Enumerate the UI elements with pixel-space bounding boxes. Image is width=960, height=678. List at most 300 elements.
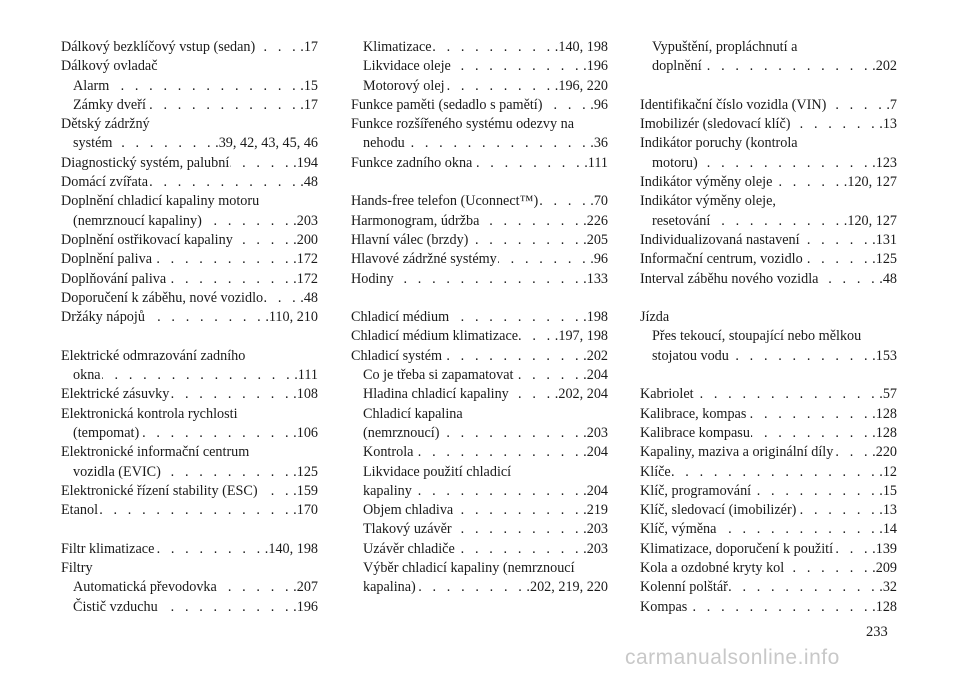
dot-leader <box>446 77 554 96</box>
dot-leader <box>498 250 590 269</box>
dot-leader <box>752 482 878 501</box>
dot-leader <box>170 385 292 404</box>
index-term: Indikátor poruchy (kontrola <box>640 135 798 152</box>
index-term: stojatou vodu <box>652 347 729 364</box>
index-entry <box>351 38 608 57</box>
index-entry <box>61 154 318 173</box>
index-term: Klíče <box>640 463 671 480</box>
index-page-ref: .7 <box>886 96 897 113</box>
index-page-ref: .219 <box>583 502 608 519</box>
index-page-ref: .128 <box>872 405 897 422</box>
section-gap <box>640 289 897 308</box>
index-term: Zámky dveří <box>73 96 146 113</box>
index-term: Funkce rozšířeného systému odezvy na <box>351 116 574 133</box>
index-page-ref: .196, 220 <box>554 77 608 94</box>
index-term: Automatická převodovka <box>73 579 217 596</box>
index-term: Doporučení k záběhu, nové vozidlo <box>61 289 264 306</box>
index-page-ref: .48 <box>300 174 318 191</box>
index-page-ref: .125 <box>293 463 318 480</box>
index-entry <box>351 559 608 578</box>
index-page-ref: .197, 198 <box>554 328 608 345</box>
index-page-ref: .17 <box>300 96 318 113</box>
index-term: Interval záběhu nového vozidla <box>640 270 819 287</box>
dot-leader <box>792 115 879 134</box>
index-page-ref: .203 <box>583 424 608 441</box>
index-page-ref: .226 <box>583 212 608 229</box>
index-entry <box>640 385 897 404</box>
index-entry <box>61 57 318 76</box>
dot-leader <box>773 173 842 192</box>
index-term: Klimatizace <box>363 39 432 55</box>
index-page-ref: .204 <box>583 444 608 461</box>
dot-leader <box>167 270 292 289</box>
index-column-2 <box>351 38 608 598</box>
index-entry <box>61 482 318 501</box>
index-term: Harmonogram, údržba <box>351 212 480 229</box>
index-entry <box>351 154 608 173</box>
section-gap <box>640 366 897 385</box>
index-page-ref: .205 <box>583 231 608 248</box>
dot-leader <box>801 231 872 250</box>
index-page-ref: .48 <box>879 270 897 287</box>
index-term: Hands-free telefon (Uconnect™) <box>351 193 539 210</box>
index-entry <box>640 520 897 539</box>
dot-leader <box>453 520 583 539</box>
index-term: Hlavní válec (brzdy) <box>351 231 469 248</box>
index-term: systém <box>73 135 113 152</box>
index-entry <box>351 327 608 346</box>
index-term: Chladicí médium <box>351 309 450 326</box>
page-number: 233 <box>866 624 888 640</box>
index-entry <box>640 134 897 153</box>
dot-leader <box>450 308 582 327</box>
watermark: carmanualsonline.info <box>625 646 840 669</box>
dot-leader <box>827 96 885 115</box>
index-page-ref: .111 <box>584 154 608 171</box>
index-page-ref: .120, 127 <box>843 212 897 229</box>
index-term: Elektronické řízení stability (ESC) <box>61 482 258 499</box>
dot-leader <box>230 154 292 173</box>
index-entry <box>640 192 897 211</box>
dot-leader <box>264 289 299 308</box>
index-page-ref: .39, 42, 43, 45, 46 <box>215 135 318 152</box>
index-term: Filtr klimatizace <box>61 540 155 557</box>
index-term: Elektrické odmrazování zadního <box>61 347 246 364</box>
index-term: Filtry <box>61 560 93 577</box>
index-term: Kontrola <box>363 444 414 461</box>
index-entry <box>640 308 897 327</box>
section-gap <box>351 289 608 308</box>
index-entry <box>61 501 318 520</box>
index-term: Doplnění paliva <box>61 251 153 268</box>
index-page-ref: .202 <box>583 347 608 364</box>
index-entry <box>61 212 318 231</box>
index-page-ref: .17 <box>300 39 318 55</box>
index-entry <box>61 231 318 250</box>
dot-leader <box>259 482 293 501</box>
index-entry <box>61 134 318 153</box>
index-page-ref: .139 <box>872 540 897 557</box>
index-term: Dálkový bezklíčový vstup (sedan) <box>61 39 256 55</box>
dot-leader <box>413 482 582 501</box>
index-entry <box>61 270 318 289</box>
index-page-ref: .203 <box>583 521 608 538</box>
dot-leader <box>729 578 878 597</box>
index-term: Kola a ozdobné kryty kol <box>640 560 785 577</box>
dot-leader <box>159 598 292 617</box>
dot-leader <box>452 57 582 76</box>
index-page-ref: .202 <box>872 58 897 75</box>
index-term: Dětský zádržný <box>61 116 150 133</box>
index-entry <box>351 96 608 115</box>
index-entry <box>640 173 897 192</box>
dot-leader <box>395 270 583 289</box>
index-page-ref: .202, 204 <box>554 386 608 403</box>
index-term: Kalibrace kompasu <box>640 424 750 441</box>
dot-leader <box>834 540 871 559</box>
dot-leader <box>440 424 582 443</box>
index-term: Likvidace oleje <box>363 58 451 75</box>
dot-leader <box>110 77 299 96</box>
index-page-ref: .106 <box>293 424 318 441</box>
index-entry <box>640 559 897 578</box>
index-term: Klíč, výměna <box>640 521 717 538</box>
index-term: Likvidace použití chladicí <box>363 463 512 480</box>
index-entry <box>640 96 897 115</box>
index-term: Hlavové zádržné systémy <box>351 251 497 268</box>
index-term: Klíč, programování <box>640 482 752 499</box>
index-page-ref: .12 <box>879 463 897 480</box>
index-term: Kapaliny, maziva a originální díly <box>640 444 834 461</box>
dot-leader <box>785 559 871 578</box>
index-page-ref: .14 <box>879 521 897 538</box>
dot-leader <box>747 405 871 424</box>
index-entry <box>640 540 897 559</box>
index-entry <box>640 463 897 482</box>
dot-leader <box>688 598 871 617</box>
dot-leader <box>146 308 264 327</box>
index-page-ref: .125 <box>872 251 897 268</box>
index-term: Elektronické informační centrum <box>61 444 250 461</box>
index-page-ref: .172 <box>293 251 318 268</box>
index-term: Elektrické zásuvky <box>61 386 170 403</box>
index-entry <box>351 347 608 366</box>
section-gap <box>61 327 318 346</box>
index-entry <box>61 77 318 96</box>
index-entry <box>640 443 897 462</box>
index-entry <box>351 270 608 289</box>
index-page-ref: .196 <box>293 598 318 615</box>
index-term: Co je třeba si zapamatovat <box>363 367 514 384</box>
index-term: kapaliny <box>363 482 412 499</box>
index-term: Alarm <box>73 77 110 94</box>
index-page-ref: .153 <box>872 347 897 364</box>
index-entry <box>640 598 897 617</box>
index-entry <box>61 308 318 327</box>
dot-leader <box>717 520 878 539</box>
index-entry <box>640 482 897 501</box>
dot-leader <box>102 366 294 385</box>
index-term: Identifikační číslo vozidla (VIN) <box>640 96 827 113</box>
dot-leader <box>256 38 299 57</box>
index-entry <box>351 250 608 269</box>
index-entry <box>351 366 608 385</box>
index-entry <box>61 443 318 462</box>
dot-leader <box>711 212 842 231</box>
index-page-ref: .200 <box>293 231 318 248</box>
index-page-ref: .202, 219, 220 <box>526 579 608 596</box>
index-entry <box>61 192 318 211</box>
index-entry <box>640 57 897 76</box>
index-entry <box>640 154 897 173</box>
index-term: doplnění <box>652 58 702 75</box>
index-page-ref: .140, 198 <box>264 540 318 557</box>
index-entry <box>351 57 608 76</box>
index-term: Kompas <box>640 598 688 615</box>
index-term: Klimatizace, doporučení k použití <box>640 540 834 557</box>
dot-leader <box>469 231 582 250</box>
index-term: Doplňování paliva <box>61 270 167 287</box>
dot-leader <box>672 463 879 482</box>
index-page-ref: .111 <box>294 367 318 384</box>
index-entry <box>351 212 608 231</box>
index-term: Indikátor výměny oleje <box>640 174 773 191</box>
index-term: Etanol <box>61 502 99 519</box>
index-term: Přes tekoucí, stoupající nebo mělkou <box>652 328 862 345</box>
index-entry <box>61 173 318 192</box>
index-entry <box>640 115 897 134</box>
dot-leader <box>510 385 554 404</box>
dot-leader <box>113 134 214 153</box>
dot-leader <box>203 212 292 231</box>
dot-leader <box>804 250 871 269</box>
dot-leader <box>515 366 583 385</box>
dot-leader <box>539 192 589 211</box>
index-entry <box>640 231 897 250</box>
dot-leader <box>834 443 871 462</box>
index-entry <box>351 520 608 539</box>
index-term: Vypuštění, propláchnutí a <box>652 39 798 55</box>
index-entry <box>351 424 608 443</box>
index-entry <box>351 578 608 597</box>
index-term: (nemrznoucí kapaliny) <box>73 212 202 229</box>
dot-leader <box>153 250 292 269</box>
dot-leader <box>218 578 292 597</box>
index-entry <box>61 250 318 269</box>
index-page-ref: .196 <box>583 58 608 75</box>
dot-leader <box>443 347 582 366</box>
index-page-ref: .15 <box>879 482 897 499</box>
index-entry <box>61 347 318 366</box>
index-term: Funkce zadního okna <box>351 154 473 171</box>
dot-leader <box>99 501 292 520</box>
index-entry <box>61 385 318 404</box>
dot-leader <box>751 424 871 443</box>
index-entry <box>351 77 608 96</box>
index-entry <box>351 405 608 424</box>
index-page-ref: .203 <box>293 212 318 229</box>
dot-leader <box>417 578 526 597</box>
index-term: okna <box>73 367 101 384</box>
index-page-ref: .108 <box>293 386 318 403</box>
index-page-ref: .13 <box>879 116 897 133</box>
index-term: Chladicí médium klimatizace <box>351 328 519 345</box>
index-column-3 <box>640 38 897 617</box>
index-page-ref: .131 <box>872 231 897 248</box>
index-entry <box>640 424 897 443</box>
index-term: nehodu <box>363 135 405 152</box>
index-entry <box>640 578 897 597</box>
index-term: Tlakový uzávěr <box>363 521 452 538</box>
dot-leader <box>543 96 589 115</box>
index-term: Jízda <box>640 309 670 326</box>
index-page-ref: .123 <box>872 154 897 171</box>
index-page-ref: .70 <box>590 193 608 210</box>
index-page-ref: .48 <box>300 289 318 306</box>
index-term: (nemrznoucí) <box>363 424 440 441</box>
index-term: Imobilizér (sledovací klíč) <box>640 116 791 133</box>
index-page-ref: .194 <box>293 154 318 171</box>
index-entry <box>351 501 608 520</box>
dot-leader <box>162 463 292 482</box>
index-page-ref: .128 <box>872 424 897 441</box>
index-term: Dálkový ovladač <box>61 58 158 75</box>
index-term: motoru) <box>652 154 698 171</box>
index-entry <box>351 134 608 153</box>
dot-leader <box>414 443 582 462</box>
index-term: Chladicí kapalina <box>363 405 463 422</box>
index-page-ref: .36 <box>590 135 608 152</box>
dot-leader <box>703 57 872 76</box>
index-page-ref: .204 <box>583 367 608 384</box>
index-entry <box>61 366 318 385</box>
index-entry <box>640 501 897 520</box>
index-term: Výběr chladicí kapaliny (nemrznoucí <box>363 560 575 577</box>
dot-leader <box>147 96 299 115</box>
index-term: Individualizovaná nastavení <box>640 231 800 248</box>
index-page-ref: .209 <box>872 560 897 577</box>
index-entry <box>351 443 608 462</box>
index-page-ref: .13 <box>879 502 897 519</box>
index-term: Čistič vzduchu <box>73 598 158 615</box>
index-page-ref: .159 <box>293 482 318 499</box>
index-term: Funkce paměti (sedadlo s pamětí) <box>351 96 543 113</box>
index-term: Elektronická kontrola rychlosti <box>61 405 238 422</box>
dot-leader <box>149 173 299 192</box>
index-entry <box>61 96 318 115</box>
index-page-ref: .32 <box>879 579 897 596</box>
index-page-ref: .120, 127 <box>843 174 897 191</box>
index-term: Objem chladiva <box>363 502 454 519</box>
index-term: Kalibrace, kompas <box>640 405 747 422</box>
index-entry <box>61 578 318 597</box>
dot-leader <box>140 424 292 443</box>
index-page-ref: .57 <box>879 386 897 403</box>
dot-leader <box>473 154 583 173</box>
index-entry <box>640 212 897 231</box>
dot-leader <box>456 540 582 559</box>
index-term: Diagnostický systém, palubní <box>61 154 230 171</box>
index-entry <box>61 405 318 424</box>
index-entry <box>61 559 318 578</box>
dot-leader <box>234 231 292 250</box>
dot-leader <box>819 270 878 289</box>
index-term: Uzávěr chladiče <box>363 540 455 557</box>
index-entry <box>61 463 318 482</box>
section-gap <box>351 173 608 192</box>
index-entry <box>640 38 897 57</box>
index-page-ref: .110, 210 <box>265 309 318 326</box>
index-page-ref: .203 <box>583 540 608 557</box>
dot-leader <box>155 540 263 559</box>
dot-leader <box>433 38 554 57</box>
index-entry <box>640 250 897 269</box>
index-term: Domácí zvířata <box>61 174 149 191</box>
index-entry <box>351 463 608 482</box>
index-entry <box>640 327 897 346</box>
index-term: Motorový olej <box>363 77 445 94</box>
dot-leader <box>519 327 554 346</box>
index-entry <box>61 540 318 559</box>
index-entry <box>61 598 318 617</box>
dot-leader <box>480 212 582 231</box>
index-term: Informační centrum, vozidlo <box>640 251 803 268</box>
index-page-ref: .128 <box>872 598 897 615</box>
index-term: Doplnění chladicí kapaliny motoru <box>61 193 260 210</box>
index-entry <box>640 270 897 289</box>
index-entry <box>351 540 608 559</box>
index-page-ref: .220 <box>872 444 897 461</box>
index-entry <box>640 405 897 424</box>
index-entry <box>351 482 608 501</box>
index-page-ref: .172 <box>293 270 318 287</box>
dot-leader <box>797 501 878 520</box>
dot-leader <box>454 501 582 520</box>
index-term: Chladicí systém <box>351 347 443 364</box>
index-term: resetování <box>652 212 711 229</box>
section-gap <box>640 77 897 96</box>
index-term: Klíč, sledovací (imobilizér) <box>640 502 797 519</box>
index-term: Kabriolet <box>640 386 694 403</box>
index-term: Držáky nápojů <box>61 309 145 326</box>
index-term: Kolenní polštář <box>640 579 728 596</box>
index-entry <box>61 424 318 443</box>
index-entry <box>61 38 318 57</box>
index-term: Indikátor výměny oleje, <box>640 193 776 210</box>
index-term: Hladina chladicí kapaliny <box>363 386 509 403</box>
index-page-ref: .96 <box>590 96 608 113</box>
dot-leader <box>699 154 871 173</box>
dot-leader <box>730 347 871 366</box>
index-page-ref: .204 <box>583 482 608 499</box>
index-entry <box>351 385 608 404</box>
section-gap <box>61 520 318 539</box>
index-page-ref: .96 <box>590 251 608 268</box>
index-entry <box>351 231 608 250</box>
index-entry <box>640 347 897 366</box>
index-page-ref: .133 <box>583 270 608 287</box>
index-entry <box>61 289 318 308</box>
index-term: Hodiny <box>351 270 394 287</box>
index-page-ref: .207 <box>293 579 318 596</box>
index-page-ref: .198 <box>583 309 608 326</box>
index-entry <box>351 192 608 211</box>
index-term: Doplnění ostřikovací kapaliny <box>61 231 233 248</box>
dot-leader <box>406 134 589 153</box>
index-entry <box>351 115 608 134</box>
index-page-ref: .140, 198 <box>554 39 608 55</box>
index-term: (tempomat) <box>73 424 140 441</box>
